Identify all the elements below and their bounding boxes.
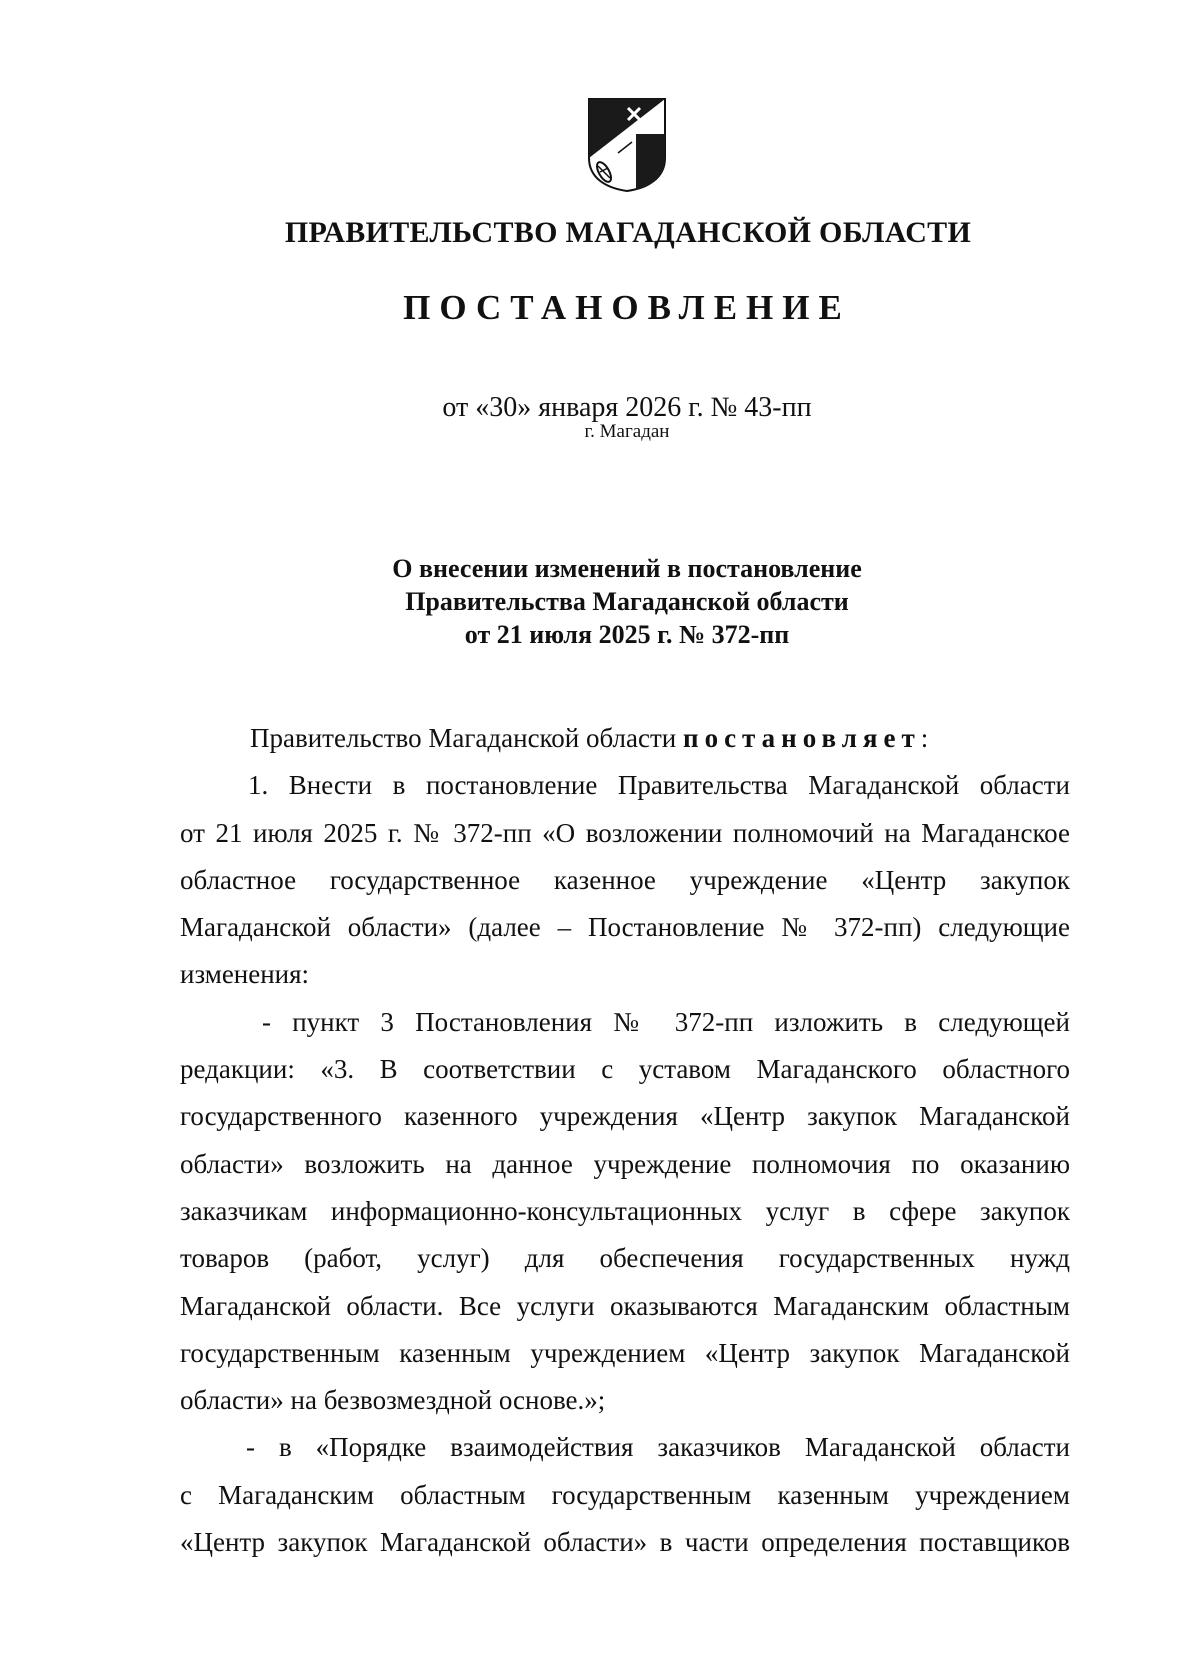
preamble [180, 715, 1070, 762]
preamble-verb: постановляет [683, 723, 921, 753]
paragraph-line: 1. Внести в постановление Правительства Магаданской области [248, 770, 1070, 801]
paragraph-line: областное государственное казенное учреждение «Центр закупок [180, 864, 1070, 895]
paragraph-line: «Центр закупок Магаданской области» в части определения поставщиков [180, 1527, 1070, 1558]
subject-line: Правительства Магаданской области [405, 587, 849, 616]
coat-of-arms-icon [588, 98, 666, 192]
preamble-colon: : [920, 723, 929, 753]
document-subject [0, 552, 1200, 651]
preamble-text: Правительство Магаданской области [250, 723, 684, 753]
organization-title: ПРАВИТЕЛЬСТВО МАГАДАНСКОЙ ОБЛАСТИ [284, 216, 972, 249]
document-type-heading: ПОСТАНОВЛЕНИЕ [403, 288, 851, 327]
paragraph-line: - пункт 3 Постановления № 372-пп изложить в следующей [262, 1006, 1070, 1037]
subject-line: О внесении изменений в постановление [392, 554, 862, 583]
paragraph-line: с Магаданским областным государственным казенным учреждением [180, 1479, 1070, 1510]
paragraph-line: от 21 июля 2025 г. № 372-пп «О возложении полномочий на Магаданское [180, 817, 1070, 848]
paragraph-line: государственным казенным учреждением «Центр закупок Магаданской [180, 1337, 1070, 1368]
paragraph-line: товаров (работ, услуг) для обеспечения государственных нужд [180, 1243, 1070, 1274]
paragraph-line: редакции: «3. В соответствии с уставом Магаданского областного [180, 1054, 1070, 1085]
paragraph-line: Магаданской области» (далее – Постановление № 372-пп) следующие [180, 912, 1070, 943]
document-date-number: от «30» января 2026 г. № 43-пп [442, 392, 812, 423]
document-body [180, 715, 1070, 1566]
paragraph-line: заказчикам информационно-консультационных услуг в сфере закупок [180, 1195, 1070, 1226]
paragraph-line: изменения: [180, 959, 310, 990]
paragraph-line: - в «Порядке взаимодействия заказчиков Магаданской области [246, 1432, 1070, 1463]
subject-line: от 21 июля 2025 г. № 372-пп [464, 620, 790, 649]
paragraph-line: государственного казенного учреждения «Центр закупок Магаданской [180, 1101, 1070, 1132]
paragraph-line: области» на безвозмездной основе.»; [180, 1385, 606, 1416]
paragraph-line: области» возложить на данное учреждение полномочия по оказанию [180, 1148, 1070, 1179]
document-city: г. Магадан [584, 421, 670, 442]
paragraph-line: Магаданской области. Все услуги оказываются Магаданским областным [180, 1290, 1070, 1321]
